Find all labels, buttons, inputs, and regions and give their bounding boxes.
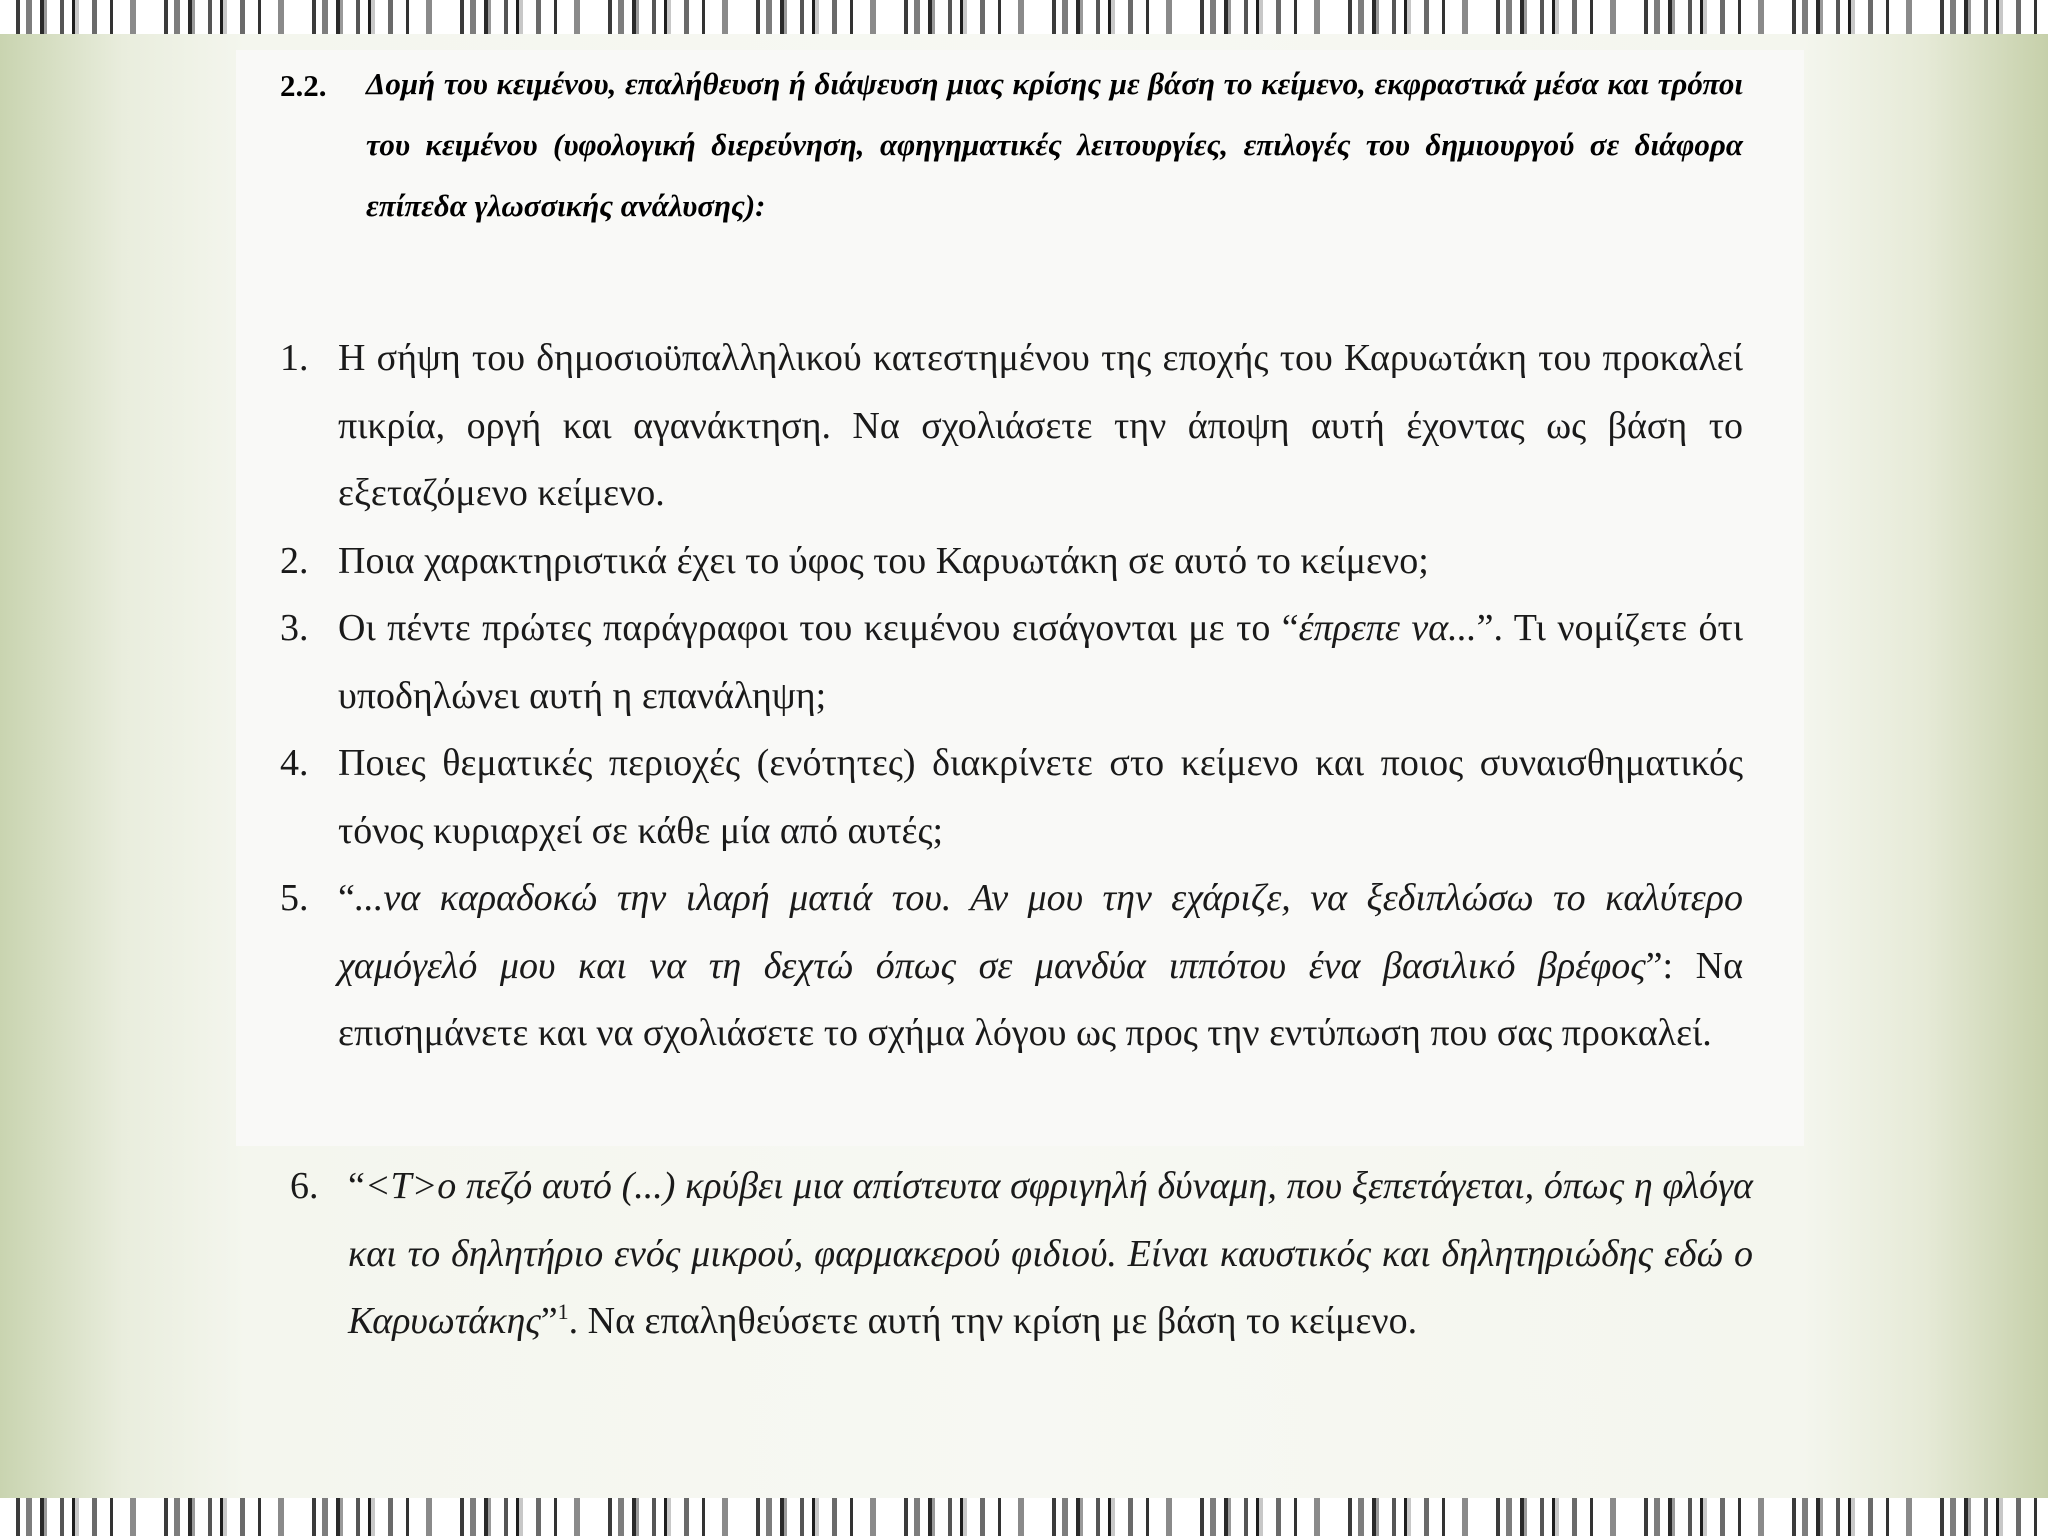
open-quote-mark: “: [348, 1165, 365, 1207]
section-title: Δομή του κειμένου, επαλήθευση ή διάψευση μιας κρίσης με βάση το κείμενο, εκφραστικά μέσα και τρόποι του κειμένου (υφολογική διερεύνηση, αφηγηματικές λειτουργίες, επιλογές του δημιουργού σε διάφορα επίπεδα γλωσσικής ανάλυσης):: [366, 66, 1743, 223]
question-item: [280, 528, 1743, 596]
open-quote-mark: “: [338, 877, 355, 919]
question-text-before: Οι πέντε πρώτες παράγραφοι του κειμένου εισάγονται με το “: [338, 607, 1299, 649]
question-item: [280, 730, 1743, 865]
question-number: 4.: [280, 742, 309, 784]
question-item: [280, 595, 1743, 730]
question-number: 6.: [290, 1165, 319, 1207]
question-text-after: . Να επαληθεύσετε αυτή την κρίση με βάση το κείμενο.: [568, 1300, 1418, 1342]
question-text-after: ”: Να επισημάνετε και να σχολιάσετε το σχήμα λόγου ως προς την εντύπωση που σας προκαλεί.: [338, 944, 1743, 1054]
question-number: 3.: [280, 607, 309, 649]
question-number: 1.: [280, 337, 309, 379]
question-item: [280, 325, 1743, 528]
question-item: [280, 865, 1743, 1068]
question-quote: <Τ>ο πεζό αυτό (...) κρύβει μια απίστευτα σφριγηλή δύναμη, που ξεπετάγεται, όπως η φλόγα και το δηλητήριο ενός μικρού, φαρμακερού φιδιού. Είναι καυστικός και δηλητηριώδης εδώ ο Καρυωτάκης: [348, 1165, 1753, 1342]
question-quote: ...να καραδοκώ την ιλαρή ματιά του. Αν μου την εχάριζε, να ξεδιπλώσω το καλύτερο χαμόγελό μου και να τη δεχτώ όπως σε μανδύα ιππότου ένα βασιλικό βρέφος: [338, 877, 1743, 987]
question-text-after: ”. Τι νομίζετε ότι υποδηλώνει αυτή η επανάληψη;: [338, 607, 1743, 717]
question-number: 5.: [280, 877, 309, 919]
top-decorative-stripe: [0, 0, 2048, 34]
question-quote: έπρεπε να...: [1298, 607, 1477, 649]
question-text: Ποιες θεματικές περιοχές (ενότητες) διακρίνετε στο κείμενο και ποιος συναισθηματικός τόνος κυριαρχεί σε κάθε μία από αυτές;: [338, 742, 1743, 852]
section-number: 2.2.: [280, 68, 327, 103]
footnote-marker: 1: [557, 1299, 569, 1324]
bottom-decorative-stripe: [0, 1498, 2048, 1536]
questions-list: [280, 325, 1743, 1068]
question-text: Ποια χαρακτηριστικά έχει το ύφος του Καρυωτάκη σε αυτό το κείμενο;: [338, 539, 1429, 582]
question-item: [290, 1153, 1753, 1356]
section-heading: [280, 68, 1743, 236]
close-quote-mark: ”: [540, 1300, 558, 1342]
question-text: Η σήψη του δημοσιοϋπαλληλικού κατεστημένου της εποχής του Καρυωτάκη του προκαλεί πικρία, οργή και αγανάκτηση. Να σχολιάσετε την άποψη αυτή έχοντας ως βάση το εξεταζόμενο κείμενο.: [338, 337, 1743, 514]
question-number: 2.: [280, 539, 309, 582]
